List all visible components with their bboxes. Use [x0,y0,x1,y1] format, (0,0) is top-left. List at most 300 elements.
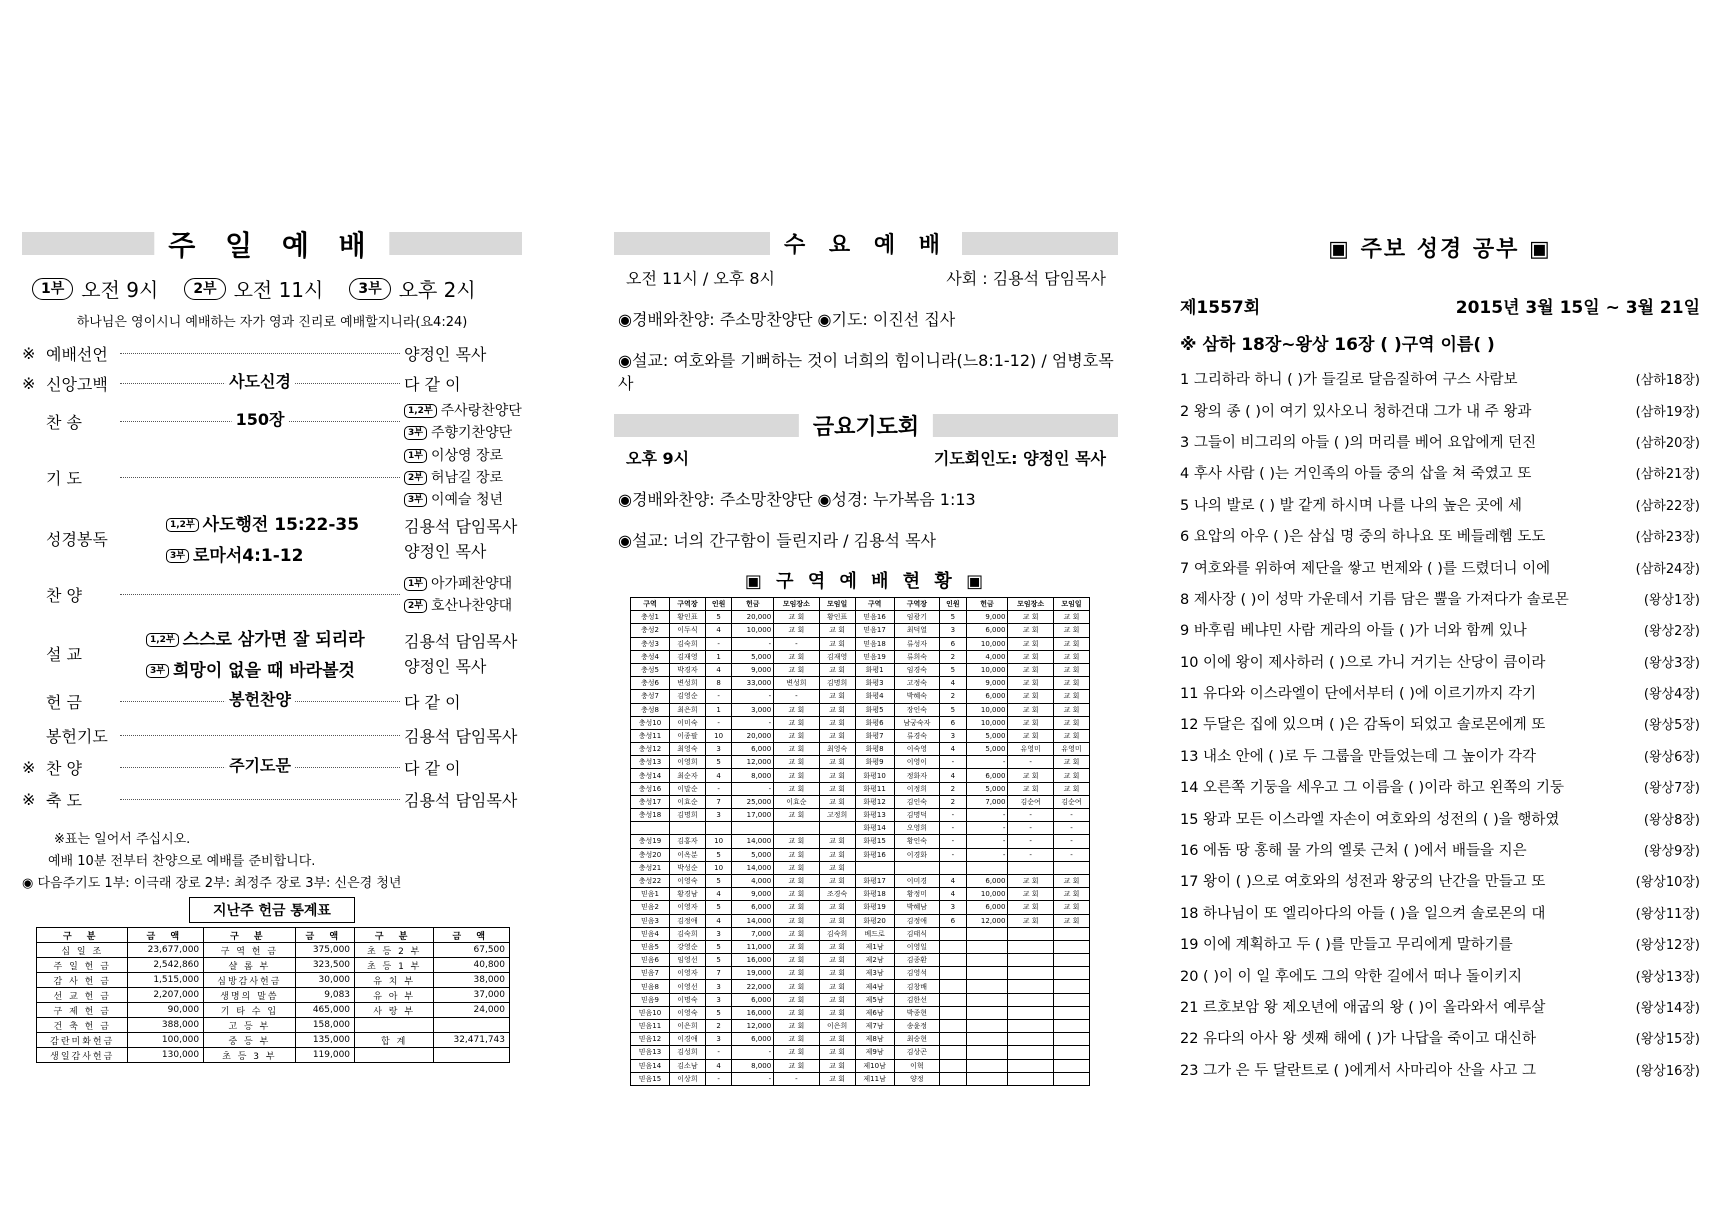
district-status-title: ▣ 구 역 예 배 현 황 ▣ [744,571,988,592]
district-cell: 변성희 [669,677,705,690]
district-cell: 5 [705,940,731,953]
category-cell: 생일감사헌금 [37,1048,128,1063]
district-cell: 박혜남 [894,901,940,914]
dotted-leader [120,477,400,478]
column-header: 금 액 [434,928,510,943]
table-row [37,1033,510,1048]
question-item [1180,771,1700,802]
district-cell: 5 [940,703,966,716]
district-cell: 교 회 [1008,874,1054,887]
question-reference: (왕상7장) [1643,781,1700,797]
category-cell: 구 제 헌 금 [37,1003,128,1018]
bible-study-meta [1180,293,1700,318]
district-cell: 교 회 [819,848,855,861]
district-cell: 송윤정 [894,1020,940,1033]
order-leader [404,514,522,562]
category-cell: 기 타 수 입 [204,1003,295,1018]
prayer-leader: 이상영 장로 [430,448,504,464]
order-leader [404,445,522,509]
table-row [631,703,1090,716]
district-cell: 4 [705,663,731,676]
district-cell: 12,000 [732,1020,774,1033]
district-cell: 교 회 [819,980,855,993]
district-cell: 화평13 [855,809,894,822]
midweek-column [614,228,1118,1086]
amount-cell: 388,000 [128,1018,204,1033]
district-cell: 이두식 [669,624,705,637]
district-cell [1053,940,1089,953]
table-row [631,901,1090,914]
district-cell: 충성20 [631,848,670,861]
district-cell: 이명숙 [669,993,705,1006]
question-item [1180,1022,1700,1053]
district-cell: - [705,637,731,650]
district-cell: 이미경 [894,874,940,887]
district-cell: 9,000 [732,663,774,676]
category-cell: 선 교 헌 금 [37,988,128,1003]
question-text: 2 왕의 종 ( )이 여기 있사오니 청하건대 그가 내 주 왕과 [1180,403,1532,420]
district-cell: 교 회 [774,729,820,742]
district-cell: - [732,782,774,795]
district-cell: 교 회 [774,782,820,795]
district-cell: 제5남 [855,993,894,1006]
district-cell: 임광기 [894,611,940,624]
district-cell [966,1059,1008,1072]
district-cell [1008,861,1054,874]
district-cell: 김종환 [894,954,940,967]
question-reference: (삼하18장) [1635,373,1700,389]
district-cell: 류경숙 [894,729,940,742]
column-header: 모임장소 [774,598,820,611]
district-cell [966,980,1008,993]
question-item [1180,959,1700,990]
district-cell: 교 회 [819,637,855,650]
district-cell: 16,000 [732,954,774,967]
table-row [631,980,1090,993]
district-cell [940,1006,966,1019]
question-reference: (삼하23장) [1635,530,1700,546]
district-cell: 교 회 [1008,769,1054,782]
district-cell: 류희숙 [894,650,940,663]
wednesday-line-2: ◉설교: 여호와를 기뻐하는 것이 너희의 힘이니라(느8:1-12) / 엄병호목사 [618,351,1114,393]
district-cell: 이영희 [669,756,705,769]
district-cell: 10 [705,729,731,742]
district-cell: 3 [705,980,731,993]
table-row [631,637,1090,650]
district-cell: 10 [705,861,731,874]
district-cell: 이은희 [669,1020,705,1033]
question-text: 4 후사 사람 ( )는 거인족의 아들 중의 삽을 쳐 죽였고 또 [1180,466,1532,483]
district-cell: 최승현 [894,1033,940,1046]
district-cell [774,822,820,835]
district-cell [1008,1072,1054,1085]
table-row [37,988,510,1003]
district-cell: - [705,1072,731,1085]
question-item [1180,928,1700,959]
order-label: 설 교 [46,644,82,664]
district-cell: 황인표 [819,611,855,624]
table-row [631,611,1090,624]
district-cell: 이옥분 [669,848,705,861]
table-row [631,769,1090,782]
amount-cell: 323,500 [295,958,354,973]
district-cell [966,940,1008,953]
district-cell: 교 회 [1008,716,1054,729]
district-cell: 황인표 [669,611,705,624]
category-cell: 초 등 1 부 [355,958,434,973]
category-cell: 생명의 말씀 [204,988,295,1003]
district-cell: 20,000 [732,611,774,624]
district-cell: 믿음7 [631,967,670,980]
district-cell: - [732,690,774,703]
district-cell [1053,1072,1089,1085]
district-cell [1008,954,1054,967]
district-cell: 5 [705,756,731,769]
district-cell: 교 회 [819,1072,855,1085]
question-reference: (왕상6장) [1643,749,1700,765]
district-cell: - [774,637,820,650]
question-item [1180,897,1700,928]
district-cell [1008,1006,1054,1019]
district-cell: 김영석 [894,967,940,980]
district-cell: 최영숙 [819,743,855,756]
district-cell: 충성13 [631,756,670,769]
district-cell [966,927,1008,940]
district-cell: 정화자 [894,769,940,782]
district-cell: 교 회 [1053,650,1089,663]
district-cell: 2 [940,795,966,808]
amount-cell: 135,000 [295,1033,354,1048]
district-cell: 6,000 [966,901,1008,914]
wednesday-service-title: 수 요 예 배 [770,228,962,259]
table-row [631,690,1090,703]
question-text: 22 유다의 아사 왕 셋째 해에 ( )가 나답을 죽이고 대신하 [1180,1031,1536,1048]
district-cell: 교 회 [1053,637,1089,650]
district-cell [940,1033,966,1046]
district-cell: 6,000 [732,743,774,756]
part-badge: 1부 [404,577,427,591]
district-cell: 교 회 [819,716,855,729]
amount-cell: 38,000 [434,973,510,988]
district-cell: 김태식 [894,927,940,940]
district-cell: 교 회 [1008,901,1054,914]
issue-number: 제1557회 [1180,298,1261,318]
question-text: 12 두달은 집에 있으며 ( )은 감독이 되었고 솔로몬에게 또 [1180,717,1546,734]
district-cell: 화평16 [855,848,894,861]
district-cell: 교 회 [819,940,855,953]
question-item [1180,708,1700,739]
district-cell: 박경자 [669,663,705,676]
theme-verse: 하나님은 영이시니 예배하는 자가 영과 진리로 예배할지니라(요4:24) [76,315,468,330]
question-item [1180,677,1700,708]
amount-cell: 375,000 [295,943,354,958]
table-row [37,958,510,973]
choir-name: 아가페찬양대 [430,576,513,592]
district-cell: 10 [705,835,731,848]
district-cell: 교 회 [819,624,855,637]
district-cell [966,993,1008,1006]
district-cell: 임경숙 [894,663,940,676]
district-cell [1008,927,1054,940]
district-cell: 이영숙 [669,1006,705,1019]
district-cell [705,822,731,835]
table-row [37,1003,510,1018]
district-cell: 류성자 [894,637,940,650]
table-row [631,677,1090,690]
amount-cell: 32,471,743 [434,1033,510,1048]
district-cell [1053,967,1089,980]
district-cell [940,1059,966,1072]
district-cell [1053,1006,1089,1019]
dotted-leader [120,755,400,775]
dotted-leader [120,594,400,595]
question-reference: (삼하24장) [1635,561,1700,577]
district-cell: - [940,809,966,822]
district-cell: 교 회 [1008,663,1054,676]
service-time-text: 오후 2시 [398,278,476,302]
amount-cell: 9,083 [295,988,354,1003]
column-header: 금 액 [295,928,354,943]
district-cell: 남궁숙자 [894,716,940,729]
district-cell [940,967,966,980]
category-cell [355,1018,434,1033]
district-cell: 제4남 [855,980,894,993]
question-text: 1 그리하라 하니 ( )가 들길로 달음질하여 구스 사람보 [1180,372,1518,389]
category-cell: 감 사 헌 금 [37,973,128,988]
district-cell: 교 회 [1008,888,1054,901]
district-cell: 교 회 [774,861,820,874]
question-text: 20 ( )이 이 일 후에도 그의 악한 길에서 떠나 돌이키지 [1180,968,1522,985]
district-cell: - [732,637,774,650]
district-cell: 교 회 [774,756,820,769]
question-item [1180,646,1700,677]
table-row [631,1072,1090,1085]
category-cell: 초 등 2 부 [355,943,434,958]
district-cell: 이혁 [894,1059,940,1072]
wednesday-info [614,266,1118,289]
wednesday-host: 사회 : 김용석 담임목사 [946,269,1106,288]
district-cell [1008,1033,1054,1046]
district-cell: 화평1 [855,663,894,676]
district-cell: 5 [705,611,731,624]
district-cell: 교 회 [819,756,855,769]
district-cell: 믿음9 [631,993,670,1006]
district-cell: 교 회 [819,967,855,980]
order-label: 신앙고백 [46,374,108,394]
district-cell: 믿음18 [855,637,894,650]
scripture-passage: 사도행전 15:22-35 [202,515,360,535]
district-cell: 20,000 [732,729,774,742]
table-header-row [37,928,510,943]
district-cell: 4 [940,874,966,887]
district-cell: 9,000 [732,888,774,901]
district-cell: 김순여 [1053,795,1089,808]
district-cell: 이종팔 [669,729,705,742]
scripture-passages [116,510,404,566]
district-cell: - [774,690,820,703]
amount-cell: 24,000 [434,1003,510,1018]
district-cell: 제11남 [855,1072,894,1085]
district-cell: 6,000 [966,624,1008,637]
district-cell [1053,1059,1089,1072]
amount-cell: 465,000 [295,1003,354,1018]
question-text: 21 르호보암 왕 제오년에 애굽의 왕 ( )이 올라와서 예루살 [1180,1000,1546,1016]
district-cell: 교 회 [819,1006,855,1019]
district-cell: - [1008,756,1054,769]
district-cell: 6,000 [966,690,1008,703]
district-cell: 화평10 [855,769,894,782]
question-item [1180,834,1700,865]
district-cell [894,861,940,874]
order-leader: 김용석 담임목사 [404,790,518,810]
district-cell: - [966,756,1008,769]
part-badge: 3부 [404,493,427,507]
question-text: 10 이에 왕이 제사하러 ( )으로 가니 거기는 산당이 큼이라 [1180,654,1546,671]
question-reference: (삼하20장) [1635,435,1700,451]
district-cell: 교 회 [819,795,855,808]
amount-cell: 100,000 [128,1033,204,1048]
district-cell: 6 [940,914,966,927]
district-cell: 교 회 [774,954,820,967]
district-cell: 충성19 [631,835,670,848]
table-row [631,650,1090,663]
district-cell: 황정미 [894,888,940,901]
order-call-to-worship [22,338,522,368]
amount-cell: 2,542,860 [128,958,204,973]
part-badge: 3부 [349,278,390,300]
district-cell: 교 회 [774,848,820,861]
question-reference: (왕상12장) [1635,938,1700,954]
question-text: 13 내소 안에 ( )로 두 그룹을 만들었는데 그 높이가 각각 [1180,748,1536,765]
district-cell: 교 회 [819,690,855,703]
district-cell [940,1072,966,1085]
district-cell: - [732,716,774,729]
district-cell [966,954,1008,967]
friday-line-2: ◉설교: 너의 간구함이 들린지라 / 김용석 목사 [618,531,937,550]
dotted-leader [120,371,400,391]
district-cell: 믿음19 [855,650,894,663]
district-cell: 6 [940,637,966,650]
district-cell: 6,000 [732,993,774,1006]
question-reference: (왕상4장) [1643,687,1700,703]
district-cell [1053,954,1089,967]
district-cell: - [966,835,1008,848]
question-item [1180,802,1700,833]
district-cell: 2 [705,1020,731,1033]
table-row [631,809,1090,822]
district-cell [1008,967,1054,980]
offering-stats-table [36,927,510,1063]
standing-mark: ※ [22,789,36,809]
part-badge: 2부 [404,599,427,613]
order-leader: 다 같 이 [404,374,461,394]
district-cell: 6,000 [732,1033,774,1046]
district-cell: 4 [705,1059,731,1072]
district-cell: 충성16 [631,782,670,795]
district-cell: 5,000 [966,782,1008,795]
district-cell: 6 [940,716,966,729]
table-row [631,624,1090,637]
district-cell: 이영자 [669,901,705,914]
column-header: 인원 [705,598,731,611]
district-cell: 충성3 [631,637,670,650]
district-cell: 5 [705,1006,731,1019]
district-cell: 12,000 [966,914,1008,927]
district-cell: 김정애 [669,914,705,927]
prayer-leader: 이예슬 청년 [430,492,504,508]
scripture-passage: 로마서4:1-12 [192,546,304,566]
question-item [1180,583,1700,614]
district-cell [940,940,966,953]
district-cell: 교 회 [1008,914,1054,927]
district-cell [966,1046,1008,1059]
part-badge: 1,2부 [146,633,179,647]
friday-prayer-title: 금요기도회 [799,410,933,441]
category-cell: 구 역 헌 금 [204,943,295,958]
district-cell: 유영미 [1008,743,1054,756]
district-cell: 믿음10 [631,1006,670,1019]
district-cell: 믿음1 [631,888,670,901]
district-cell: 교 회 [774,940,820,953]
district-cell: 10,000 [966,888,1008,901]
question-text: 15 왕과 모든 이스라엘 자손이 여호와의 성전의 ( )을 행하였 [1180,811,1560,828]
question-text: 8 제사장 ( )이 성막 가운데서 기름 담은 뿔을 가져다가 솔로몬 [1180,591,1569,608]
district-cell: 황경남 [669,888,705,901]
service-time-text: 오전 9시 [81,278,159,302]
order-benediction [22,782,522,816]
district-cell: 교 회 [819,993,855,1006]
column-header: 헌금 [966,598,1008,611]
district-cell: 김상곤 [894,1046,940,1059]
order-leader: 다 같 이 [404,758,461,778]
district-cell: 교 회 [1053,769,1089,782]
district-cell: 7,000 [732,927,774,940]
district-cell: 9,000 [966,611,1008,624]
category-cell: 초 등 3 부 [204,1048,295,1063]
district-cell: 6,000 [732,901,774,914]
question-reference: (삼하22장) [1635,498,1700,514]
district-cell: 7,000 [966,795,1008,808]
district-cell: 김숙희 [669,637,705,650]
district-cell [732,822,774,835]
district-cell: 7 [705,967,731,980]
district-cell: - [966,809,1008,822]
district-cell [1053,1033,1089,1046]
district-cell [940,993,966,1006]
order-praise [22,566,522,622]
district-cell: 최덕열 [894,624,940,637]
column-header: 헌금 [732,598,774,611]
district-cell: 화평9 [855,756,894,769]
district-cell: 3,000 [732,703,774,716]
district-cell: 4 [705,769,731,782]
district-cell [1008,993,1054,1006]
district-cell: 믿음13 [631,1046,670,1059]
district-cell: 믿음5 [631,940,670,953]
category-cell: 건 축 헌 금 [37,1018,128,1033]
district-cell: 교 회 [819,1033,855,1046]
table-row [631,782,1090,795]
district-cell: 교 회 [819,663,855,676]
district-cell [819,822,855,835]
district-cell: 김재영 [669,650,705,663]
bible-study-range: ※ 삼하 18장~왕상 16장 ( )구역 이름( ) [1180,335,1495,355]
district-cell: 황인숙 [894,835,940,848]
district-cell: 교 회 [1053,756,1089,769]
order-leader: 다 같 이 [404,692,461,712]
district-cell: 조경숙 [819,888,855,901]
district-cell: 교 회 [774,980,820,993]
